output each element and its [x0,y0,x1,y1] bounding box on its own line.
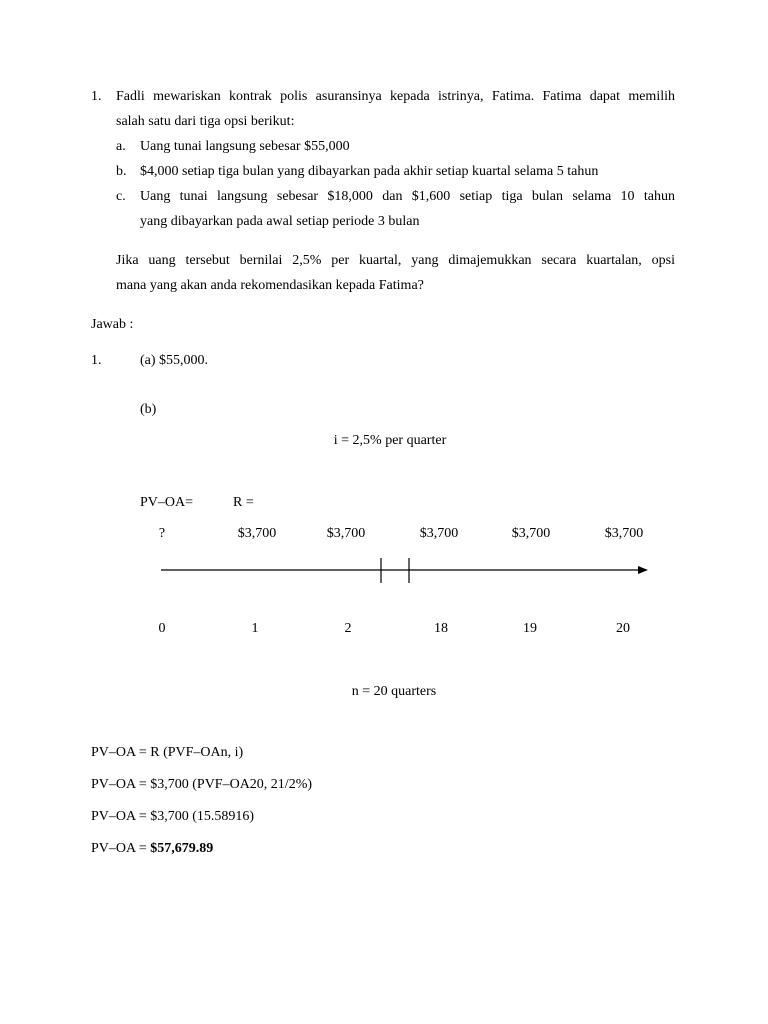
payment-20: $3,700 [604,526,644,541]
period-19: 19 [523,621,537,636]
payment-2: $3,700 [326,526,366,541]
pv-value: ? [158,526,166,541]
pv-oa-label: PV–OA= [140,495,194,510]
timeline-arrowhead [638,566,648,574]
option-c-letter: c. [116,189,126,204]
option-b-text: $4,000 setiap tiga bulan yang dibayarkan pada akhir setiap kuartal selama 5 tahun [140,164,599,179]
payment-1: $3,700 [237,526,277,541]
question-paragraph-line-1: Jika uang tersebut bernilai 2,5% per kuartal, yang dimajemukkan secara kuartalan, opsi [116,253,675,268]
option-c-text-line-2: yang dibayarkan pada awal setiap periode 3 bulan [140,214,420,229]
period-1: 1 [251,621,259,636]
formula-line-1: PV–OA = R (PVF–OAn, i) [91,745,244,760]
option-c-text-line-1: Uang tunai langsung sebesar $18,000 dan $1,600 setiap tiga bulan selama 10 tahun [140,189,675,204]
formula-line-3: PV–OA = $3,700 (15.58916) [91,809,255,824]
n-quarters-label: n = 20 quarters [351,684,437,699]
r-label: R = [233,495,254,510]
option-b-letter: b. [116,164,127,179]
period-20: 20 [616,621,630,636]
answer-part-a: (a) $55,000. [140,353,209,368]
formula-final-prefix: PV–OA = [91,841,151,856]
option-a-text: Uang tunai langsung sebesar $55,000 [140,139,350,154]
option-a-letter: a. [116,139,126,154]
question-number: 1. [91,89,102,104]
question-intro-line-2: salah satu dari tiga opsi berikut: [116,114,295,129]
question-intro-line-1: Fadli mewariskan kontrak polis asuransinya kepada istrinya, Fatima. Fatima dapat memilih [116,89,675,104]
period-18: 18 [434,621,448,636]
answer-label: Jawab : [91,317,134,332]
answer-part-b: (b) [140,402,157,417]
period-2: 2 [344,621,352,636]
final-pv-value: $57,679.89 [150,841,214,856]
period-0: 0 [158,621,166,636]
answer-number: 1. [91,353,102,368]
formula-line-2: PV–OA = $3,700 (PVF–OA20, 21/2%) [91,777,313,792]
interest-rate-label: i = 2,5% per quarter [333,433,447,448]
payment-18: $3,700 [419,526,459,541]
question-paragraph-line-2: mana yang akan anda rekomendasikan kepada Fatima? [116,278,424,293]
payment-19: $3,700 [511,526,551,541]
formula-final [91,840,213,858]
